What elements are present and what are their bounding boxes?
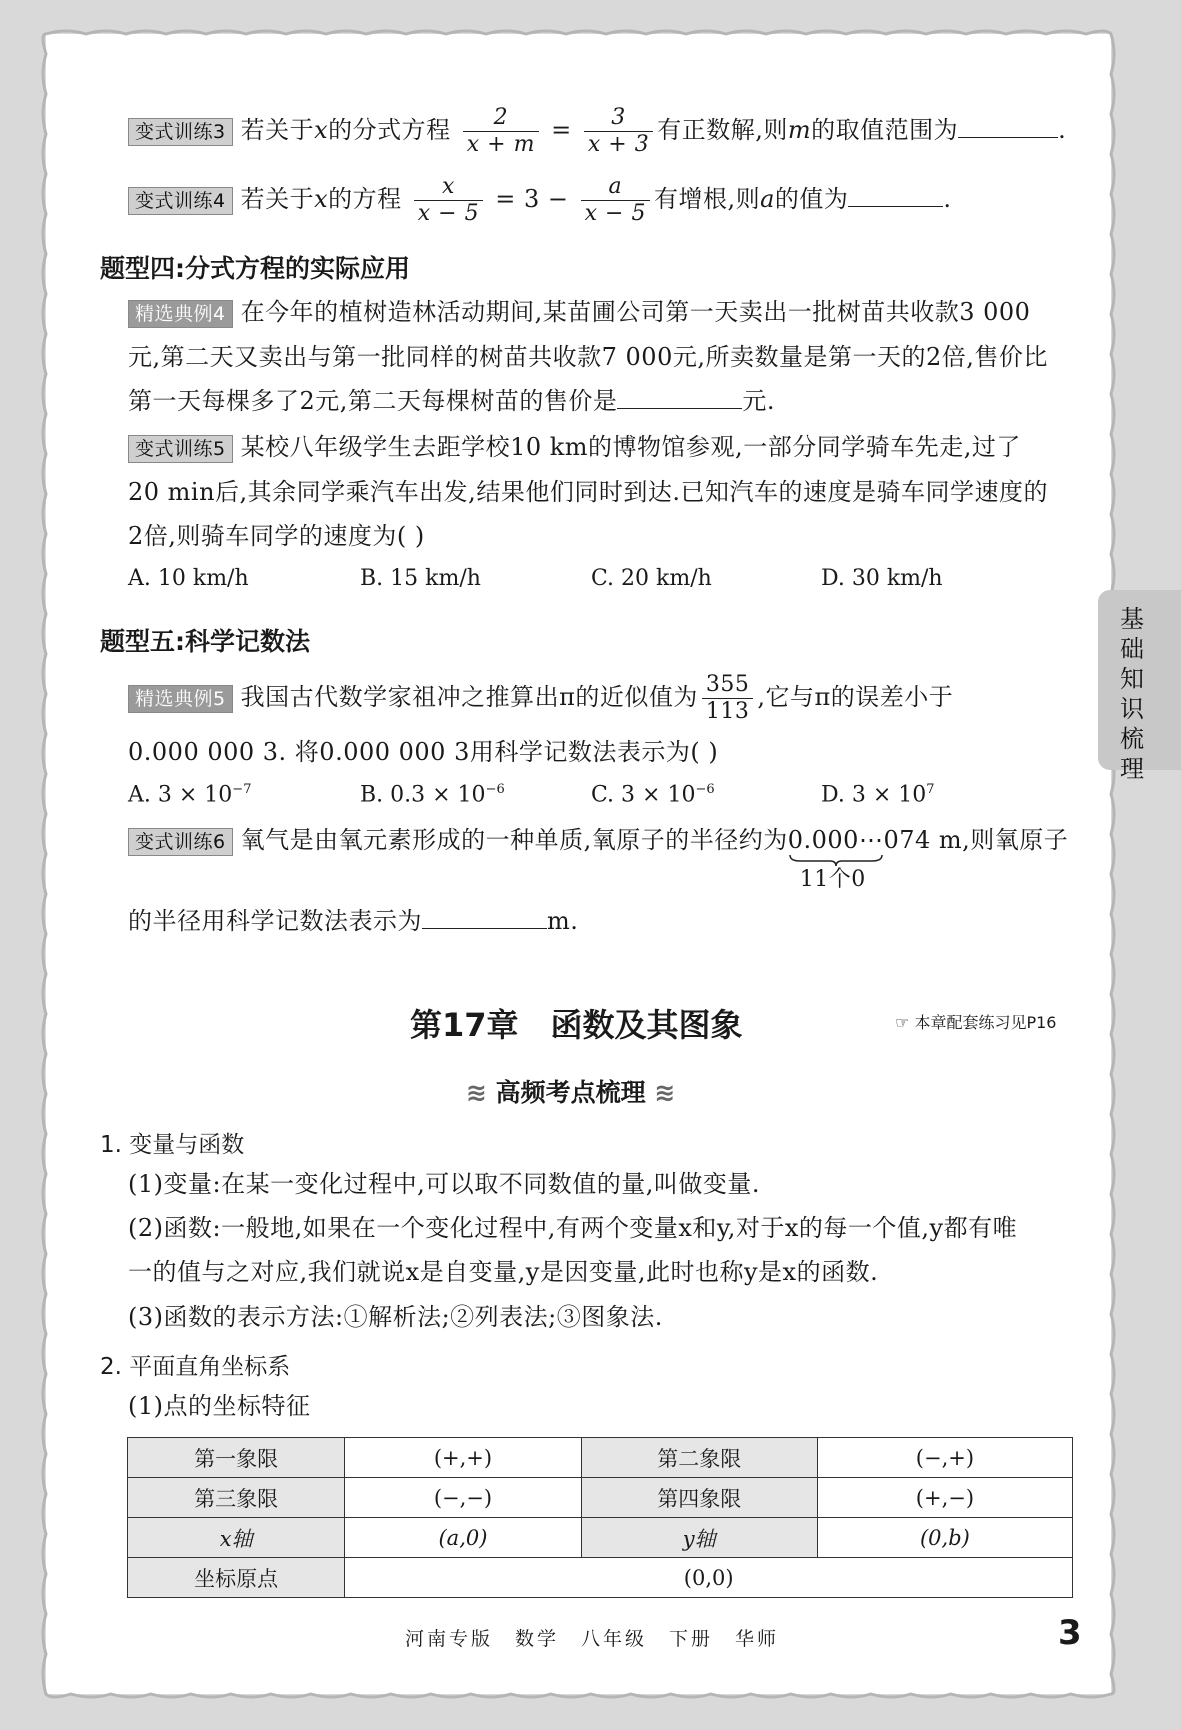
text: 的取值范围为 <box>811 116 959 144</box>
point-1-c: (3)函数的表示方法:①解析法;②列表法;③图象法. <box>128 1303 663 1331</box>
table-cell: 第四象限 <box>581 1478 817 1518</box>
point-1-b2: 一的值与之对应,我们就说x是自变量,y是因变量,此时也称y是x的函数. <box>128 1258 879 1286</box>
table-cell: (−,−) <box>345 1478 581 1518</box>
point-1-b1: (2)函数:一般地,如果在一个变化过程中,有两个变量x和y,对于x的每一个值,y都有唯 <box>128 1214 1018 1242</box>
answer-blank[interactable] <box>958 115 1058 138</box>
equals: = <box>551 116 572 144</box>
section-heading: 题型四:分式方程的实际应用 <box>100 254 410 283</box>
option-a[interactable]: A. 10 km/h <box>128 566 249 591</box>
fraction: $\frac{2}{x + m}$ <box>463 105 539 158</box>
exercise-3: 变式训练3 若关于x的分式方程 $\frac{2}{x + m}$ = $\frac{3}{x + 3}$ 有正数解,则m的取值范围为 . <box>128 105 1066 158</box>
fraction: $\frac{x}{x - 5}$ <box>414 174 483 227</box>
option-c[interactable]: C. $3 \times 10^{-6}$ <box>591 782 715 808</box>
table-row <box>128 1558 1073 1598</box>
example-5-line2: 0.000 000 3. 将0.000 000 3用科学记数法表示为( ) <box>128 738 719 766</box>
table-row <box>128 1478 1073 1518</box>
answer-blank[interactable] <box>848 184 943 207</box>
example-4-line2: 元,第二天又卖出与第一批同样的树苗共收款7 000元,所卖数量是第一天的2倍,售价比 <box>128 343 1048 371</box>
section-heading: 题型五:科学记数法 <box>100 627 310 656</box>
side-tab <box>1098 590 1181 783</box>
point-1-heading: 1. 变量与函数 <box>100 1132 245 1158</box>
text: 的分式方程 <box>328 116 451 144</box>
option-d[interactable]: D. 30 km/h <box>821 566 943 591</box>
example-badge: 精选典例4 <box>128 300 233 328</box>
number-with-brace: 0.000⋯074 11个0 <box>788 825 931 855</box>
option-d[interactable]: D. $3 \times 10^7$ <box>821 782 935 808</box>
fraction: $\frac{a}{x - 5}$ <box>581 174 650 227</box>
table-cell: x轴 <box>128 1518 345 1558</box>
table-cell: 第二象限 <box>581 1438 817 1478</box>
exercise-5-line3: 2倍,则骑车同学的速度为( ) <box>128 522 425 550</box>
text: 有正数解,则 <box>657 116 788 144</box>
chapter-title: 第17章 函数及其图象 <box>410 1006 743 1044</box>
exercise-6-line2: 的半径用科学记数法表示为 m. <box>128 907 579 935</box>
example-5-line1: 精选典例5 我国古代数学家祖冲之推算出π的近似值为 $\frac{355}{113}$ ,它与π的误差小于 <box>128 672 953 725</box>
table-cell: (0,0) <box>345 1558 1073 1598</box>
example-4-line1: 精选典例4 在今年的植树造林活动期间,某苗圃公司第一天卖出一批树苗共收款3 000 <box>128 297 1030 328</box>
var: x <box>314 116 329 144</box>
table-cell: 坐标原点 <box>128 1558 345 1598</box>
wave-deco-icon: ≋ <box>654 1078 676 1107</box>
chapter-reference[interactable]: ☞ 本章配套练习见P16 <box>895 1013 1057 1032</box>
text: 若关于 <box>240 116 315 144</box>
exercise-5-line2: 20 min后,其余同学乘汽车出发,结果他们同时到达.已知汽车的速度是骑车同学速度的 <box>128 478 1048 506</box>
option-c[interactable]: C. 20 km/h <box>591 566 712 591</box>
example-4-line3: 第一天每棵多了2元,第二天每棵树苗的售价是 元. <box>128 387 776 415</box>
exercise-6-line1: 变式训练6 氧气是由氧元素形成的一种单质,氧原子的半径约为0.000⋯074 11个0 m,则氧原子 <box>128 825 1068 856</box>
hand-pointer-icon: ☞ <box>895 1013 910 1032</box>
answer-blank[interactable] <box>422 906 547 929</box>
point-2-heading: 2. 平面直角坐标系 <box>100 1354 291 1380</box>
wave-deco-icon: ≋ <box>466 1078 487 1107</box>
table-row <box>128 1438 1073 1478</box>
exercise-badge: 变式训练3 <box>128 118 233 146</box>
fraction: $\frac{355}{113}$ <box>702 672 754 725</box>
exercise-5-line1: 变式训练5 某校八年级学生去距学校10 km的博物馆参观,一部分同学骑车先走,过了 <box>128 432 1021 463</box>
side-tab-label: 基础知识梳理 <box>1120 605 1144 783</box>
exercise-badge: 变式训练4 <box>128 187 233 215</box>
coordinate-table <box>127 1437 1073 1598</box>
point-2-sub: (1)点的坐标特征 <box>128 1392 311 1420</box>
table-cell: y轴 <box>581 1518 817 1558</box>
example-badge: 精选典例5 <box>128 685 233 713</box>
table-cell: (+,+) <box>345 1438 581 1478</box>
table-cell: (a,0) <box>345 1518 581 1558</box>
table-cell: 第一象限 <box>128 1438 345 1478</box>
point-1-a: (1)变量:在某一变化过程中,可以取不同数值的量,叫做变量. <box>128 1170 760 1198</box>
option-b[interactable]: B. 15 km/h <box>360 566 481 591</box>
exercise-4: 变式训练4 若关于x的方程 $\frac{x}{x - 5}$ = 3 − $\frac{a}{x - 5}$ 有增根,则a的值为 . <box>128 174 952 227</box>
option-b[interactable]: B. $0.3 \times 10^{-6}$ <box>360 782 505 808</box>
exercise-badge: 变式训练5 <box>128 435 233 463</box>
brace-label: 11个0 <box>799 867 866 892</box>
high-frequency-title: ≋ 高频考点梳理 ≋ <box>466 1078 676 1107</box>
answer-blank[interactable] <box>617 386 742 409</box>
var: m <box>787 116 812 144</box>
table-cell: (−,+) <box>817 1438 1072 1478</box>
option-a[interactable]: A. $3 \times 10^{-7}$ <box>128 782 252 808</box>
exercise-badge: 变式训练6 <box>128 828 233 856</box>
page-number: 3 <box>1058 1613 1082 1653</box>
table-cell: (0,b) <box>817 1518 1072 1558</box>
fraction: $\frac{3}{x + 3}$ <box>584 105 653 158</box>
table-cell: (+,−) <box>817 1478 1072 1518</box>
table-row <box>128 1518 1073 1558</box>
table-cell: 第三象限 <box>128 1478 345 1518</box>
footer-text: 河南专版 数学 八年级 下册 华师 <box>405 1628 780 1650</box>
